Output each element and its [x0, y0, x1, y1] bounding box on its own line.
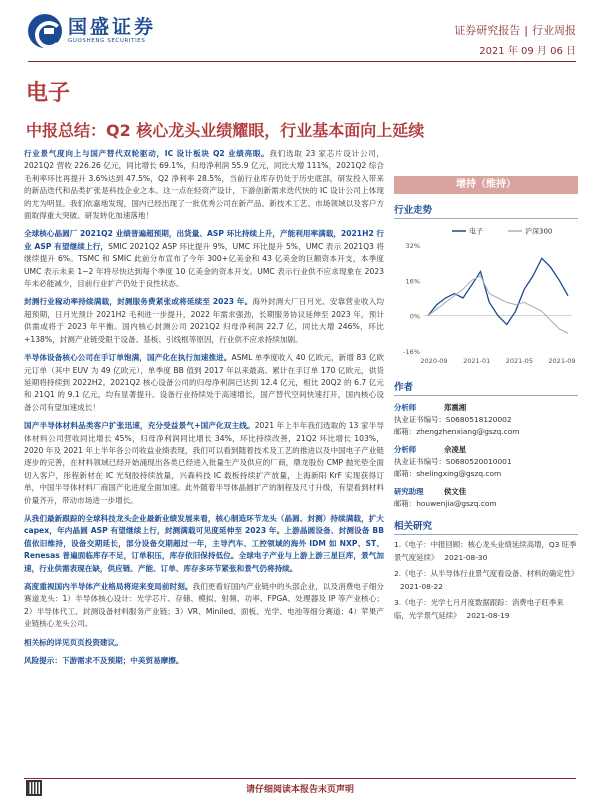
summary-paragraph: [24, 148, 384, 222]
y-tick-label: 0%: [409, 312, 420, 321]
y-tick-label: 32%: [405, 242, 420, 250]
paragraph-lead: 高度重视国内半导体产业格局将迎来变局前时刻。: [24, 582, 193, 591]
author-role: 分析师: [394, 445, 417, 454]
series-line-electronics: [428, 258, 568, 324]
industry-heading: 电子: [26, 81, 71, 106]
email-label: 邮箱：: [394, 499, 417, 508]
email-label: 邮箱：: [394, 427, 417, 436]
sidebar: [394, 148, 578, 623]
y-tick-label: -16%: [403, 348, 420, 356]
author-email-link[interactable]: houwenjia@gszq.com: [416, 499, 497, 508]
paragraph-body: SMIC 2021Q2 ASP 环比提升 9%，UMC 环比提升 5%，UMC 表示 2021Q3 将继续提升 6%。TSMC 和 SMIC 此前分布宣布了今年 300+亿美金和 43 亿美金的巨额资本开支，本季度 UMC 表示未来 1~2 年将尽快达到每个季度 10 亿美金的资本开支。UMC 表示行业供不应求现象在 2023 年未必能减少，目前行业扩产仍处于良性状态。: [24, 241, 384, 289]
related-report-title: 1.《电子：中报回顾：核心龙头业绩延续高增，Q3 旺季景气度延续》: [394, 540, 577, 562]
x-tick-label: 2021-05: [505, 357, 533, 365]
related-section-title: 相关研究: [394, 518, 578, 535]
rating-badge: 增持（维持）: [394, 176, 578, 194]
risk-text: 下游需求不及预期；中美贸易摩擦。: [61, 656, 184, 666]
logo-name-en: GUOSHENG SECURITIES: [68, 38, 146, 44]
related-report-date: 2021-08-30: [444, 552, 488, 562]
page-footer: [0, 772, 600, 800]
logo-mark-icon: [28, 14, 62, 48]
cert-number: S0680518120002: [445, 415, 512, 424]
related-report-title: 3.《电子：光学七月月度数据跟踪：消费电子旺季来临，光学景气延续》: [394, 598, 564, 620]
author-block: [394, 444, 578, 480]
paragraph-lead: 国产半导体材料品类客户扩张迅速，充分受益景气+国产化双主线。: [24, 421, 255, 431]
risk-label: 风险提示：: [24, 656, 62, 666]
paragraph-body: 我们选取 23 家芯片设计公司，2021Q2 营收 226.26 亿元，同比增长 69.1%，归母净利润 55.9 亿元，同比大增 111%，2021Q2 综合毛利率环比再提升 3.6%达到 47.5%，Q2 净利率 28.5%，当前行业库存仍处于历史底部，研发投入带来的新品迭代和品类扩张是科技企业之本。这一点在轻资产设计，下游创新需求迭代快的 IC 设计公司上体现的尤为明显。我们依嘉地发现，国内已经出现了一批优秀公司在新产品、新技术工艺、市场领域以及客户方面取得重大突破、研发转化加速落地！: [24, 149, 384, 221]
paragraph-body: 我们更看好国内产业链中的头部企业，以及消费电子细分赛道龙头：1）半导体核心设计：光学芯片、存储、模拟、射频、功率、FPGA、处理器及 IP 等产业核心；2）半导体代工、封测设备材料服务产业链；3）VR、Miniled、面板、光学、电池等细分赛道；4）苹果产业链核心龙头公司。: [24, 582, 385, 629]
author-block: [394, 486, 578, 510]
related-report-title: 2.《电子：从半导体行业景气度看设备、材料的确定性》: [394, 569, 579, 579]
paragraph-body: ASML 单季度收入 40 亿欧元，新增 83 亿欧元订单（其中 EUV 为 49 亿欧元），单季度 BB 值到 2017 年以来最高。累计在手订单 170 亿欧元，供货延期将持续到 2022H2。2021Q2 核心设备公司的归母净利润已达到 12.4 亿元，相比 20Q2 的 6.7 亿元和 21Q1 的 9.1 亿元，均有显著提升。设备行业持续处于高速增长，国产替代空间快速打开，国内核心设备公司有望加速成长！: [24, 353, 384, 412]
series-line-csi300: [428, 276, 568, 333]
cert-label: 执业证书编号：: [394, 415, 446, 424]
related-report-link[interactable]: [394, 568, 578, 593]
disclaimer-note: 请仔细阅读本报告末页声明: [245, 785, 354, 795]
related-report-link[interactable]: [394, 539, 578, 564]
x-tick-label: 2021-09: [548, 357, 576, 365]
trend-chart: [394, 223, 578, 371]
cert-number: S0680520010001: [445, 457, 512, 466]
paragraph-lead: 从我们最新跟踪的全球科技龙头企业最新业绩发展来看，核心制造环节龙头（晶圆、封测）持续满载，扩大 capex，年内晶圆 ASP 有望继续上行，封测满载可见度延伸至 2023 年。上游晶圆设备、封测设备 BB 值依旧维持，设备交期延长，部分设备交期超过一年，主导汽车、工控领域的海外 IDM 如 NXP、ST、Renesas 普遍面临库存不足，订单积压，库存依旧保持低位。全球电子产业与上游上游三星巨库，景气加速，行业供需表现在缺，供应链、产能、订单、库存多环节紧张和景气仍将持续。: [24, 513, 384, 573]
legend-label: 电子: [469, 227, 483, 236]
related-report-date: 2021-08-19: [466, 610, 510, 620]
logo-name-cn: 国盛证券: [68, 16, 157, 38]
paragraph-body: 2021 年上半年我们选取的 13 家半导体材料公司营收同比增长 45%，归母净利润同比增长 34%，环比持续改善，21Q2 环比增长 103%，2020 年及 2021 年上半年各公司收益业绩表现，我们可以看到随着技术及工艺的推进以及中国电子产业链逐步的完善，在材料领域已经开始涌现出各类已经进入批量生产及供应的厂商，鼎龙股份 CMP 抛光垫全面切入客户，彤程新材在 IC 光刻胶持续放量，兴森科技 IC 载板持续扩产放量，上海新阳 KrF 实现获得订单，中国半导体材料厂商国产化进度全面加速。此外随着半导体晶圆扩产的制程及尺寸升级，有望看到材料价量齐升，带动市场进一步增长。: [24, 421, 385, 505]
footer-divider: [24, 778, 576, 779]
company-logo: [28, 14, 156, 48]
page-header: [0, 0, 600, 70]
x-tick-label: 2020-09: [420, 357, 448, 365]
paragraph-body: 海外封测大厂日月光、安靠营业收入均超预期，日月光预计 2021H2 毛利进一步提升，2022 年需求强劲，长期服务协议延伸至 2023 年，预计供需或将于 2023 年平衡。国内核心封测公司 2021Q2 归母净利润 22.7 亿，同比大增 246%，环比+138%，封测产业链受限于设备、基板、引线框等原因，行业供不应求持续加剧。: [24, 297, 384, 344]
summary-paragraph: [24, 581, 384, 631]
email-label: 邮箱：: [394, 469, 417, 478]
author-block: [394, 402, 578, 438]
trend-chart-svg: [394, 223, 578, 371]
related-targets-note: 相关标的详见页页投资建议。: [24, 637, 123, 647]
summary-paragraph: [24, 228, 384, 290]
author-role: 分析师: [394, 403, 417, 412]
summary-paragraph: [24, 513, 384, 575]
x-tick-label: 2021-01: [463, 357, 491, 365]
author-name: 郑震湘: [444, 403, 467, 412]
report-type: 证券研究报告 | 行业周报: [454, 24, 576, 37]
paragraph-lead: 全球核心晶圆厂 2021Q2 业绩普遍超预期，出货量、ASP 环比持续上升，产能利用率满载，2021H2 行业 ASP 有望继续上行，: [24, 229, 384, 251]
cert-label: 执业证书编号：: [394, 457, 446, 466]
summary-paragraph: [24, 296, 384, 346]
main-content: [24, 148, 384, 671]
report-title: 中报总结：Q2 核心龙头业绩耀眼，行业基本面向上延续: [26, 121, 425, 140]
author-name: 佘凌星: [444, 445, 467, 454]
risk-warning: [24, 655, 384, 667]
paragraph-lead: 半导体设备核心公司在手订单饱满，国产化在执行加速推进。: [24, 353, 232, 363]
report-kind-label: 行业周报: [532, 24, 576, 37]
summary-paragraph: [24, 420, 384, 507]
report-date: 2021 年 09 月 06 日: [479, 46, 576, 57]
related-report-link[interactable]: [394, 597, 578, 622]
author-email-link[interactable]: shelingxing@gszq.com: [416, 469, 502, 478]
y-tick-label: 16%: [405, 277, 420, 286]
trend-section-title: 行业走势: [394, 202, 578, 219]
legend-label: 沪深300: [525, 227, 553, 236]
paragraph-lead: 行业景气度向上与国产替代双轮驱动，IC 设计板块 Q2 业绩亮眼。: [24, 149, 270, 158]
header-divider: [28, 61, 576, 62]
related-report-date: 2021-08-22: [400, 581, 443, 591]
authors-section-title: 作者: [394, 379, 578, 396]
author-role: 研究助理: [394, 487, 424, 496]
report-type-label: 证券研究报告: [454, 24, 521, 37]
author-email-link[interactable]: zhengzhenxiang@gszq.com: [416, 427, 520, 436]
paragraph-lead: 封测行业稼动率持续满载，封测服务费紧张或将延续至 2023 年。: [24, 297, 253, 307]
summary-paragraph: [24, 352, 384, 414]
author-name: 侯文佳: [444, 487, 467, 496]
